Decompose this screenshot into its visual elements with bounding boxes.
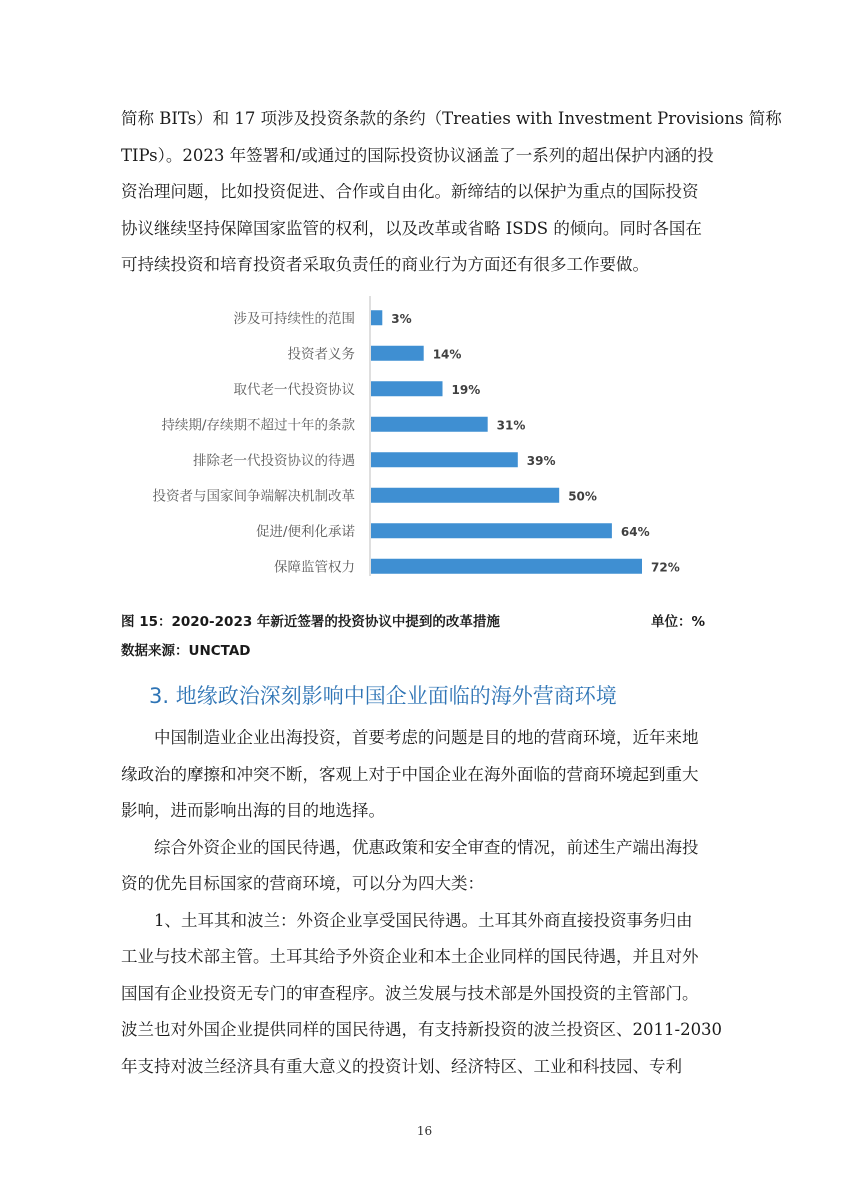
body-line: 影响，进而影响出海的目的地选择。 bbox=[121, 801, 385, 820]
data-source: 数据来源：UNCTAD bbox=[121, 643, 251, 659]
bar bbox=[371, 346, 424, 361]
category-label: 取代老一代投资协议 bbox=[233, 381, 355, 398]
category-label: 保障监管权力 bbox=[274, 559, 355, 576]
intro-paragraph bbox=[121, 101, 782, 284]
bar bbox=[371, 488, 559, 503]
body-paragraphs bbox=[121, 720, 729, 1085]
value-label: 3% bbox=[391, 311, 412, 326]
value-label: 31% bbox=[496, 418, 526, 433]
bar bbox=[371, 310, 382, 325]
value-label: 14% bbox=[432, 347, 462, 362]
value-label: 50% bbox=[568, 489, 597, 504]
intro-line: 简称 BITs）和 17 项涉及投资条款的条约（Treaties with Investment Provisions 简称 bbox=[121, 109, 782, 128]
value-label: 72% bbox=[651, 560, 680, 575]
intro-line: 协议继续坚持保障国家监管的权利，以及改革或省略 ISDS 的倾向。同时各国在 bbox=[121, 218, 702, 238]
category-label: 排除老一代投资协议的待遇 bbox=[193, 452, 355, 469]
bar bbox=[371, 417, 488, 432]
figure-caption-row bbox=[121, 610, 721, 630]
body-line: 中国制造业企业出海投资，首要考虑的问题是目的地的营商环境，近年来地 bbox=[121, 728, 699, 747]
value-label: 64% bbox=[620, 524, 650, 539]
bar bbox=[371, 381, 443, 396]
section-heading: 3. 地缘政治深刻影响中国企业面临的海外营商环境 bbox=[149, 684, 617, 708]
bar bbox=[371, 559, 642, 574]
category-label: 投资者义务 bbox=[287, 346, 355, 363]
value-label: 39% bbox=[526, 453, 556, 468]
body-line: 1、土耳其和波兰：外资企业享受国民待遇。土耳其外商直接投资事务归由 bbox=[121, 910, 693, 930]
body-line: 工业与技术部主管。土耳其给予外资企业和本土企业同样的国民待遇，并且对外 bbox=[121, 947, 699, 966]
intro-line: TIPs）。2023 年签署和/或通过的国际投资协议涵盖了一系列的超出保护内涵的投 bbox=[121, 145, 714, 165]
body-line: 综合外资企业的国民待遇，优惠政策和安全审查的情况，前述生产端出海投 bbox=[121, 837, 699, 857]
reform-measures-bar-chart bbox=[110, 292, 710, 582]
bar bbox=[371, 523, 612, 538]
body-line: 缘政治的摩擦和冲突不断，客观上对于中国企业在海外面临的营商环境起到重大 bbox=[121, 764, 699, 784]
body-line: 波兰也对外国企业提供同样的国民待遇，有支持新投资的波兰投资区、2011-2030 bbox=[121, 1020, 723, 1039]
figure-unit: 单位：% bbox=[651, 614, 706, 630]
value-label: 19% bbox=[451, 382, 481, 397]
page-number: 16 bbox=[416, 1124, 433, 1138]
category-label: 促进/便利化承诺 bbox=[255, 523, 355, 540]
body-line: 年支持对波兰经济具有重大意义的投资计划、经济特区、工业和科技园、专利 bbox=[121, 1056, 682, 1076]
category-label: 涉及可持续性的范围 bbox=[233, 310, 355, 327]
body-line: 资的优先目标国家的营商环境，可以分为四大类： bbox=[121, 874, 484, 893]
intro-line: 可持续投资和培育投资者采取负责任的商业行为方面还有很多工作要做。 bbox=[121, 255, 649, 274]
category-label: 持续期/存续期不超过十年的条款 bbox=[161, 417, 355, 434]
bar bbox=[371, 452, 518, 467]
figure-caption: 图 15：2020-2023 年新近签署的投资协议中提到的改革措施 bbox=[121, 614, 500, 630]
category-label: 投资者与国家间争端解决机制改革 bbox=[152, 488, 355, 505]
body-line: 国国有企业投资无专门的审查程序。波兰发展与技术部是外国投资的主管部门。 bbox=[121, 983, 699, 1003]
intro-line: 资治理问题，比如投资促进、合作或自由化。新缔结的以保护为重点的国际投资 bbox=[121, 182, 699, 201]
